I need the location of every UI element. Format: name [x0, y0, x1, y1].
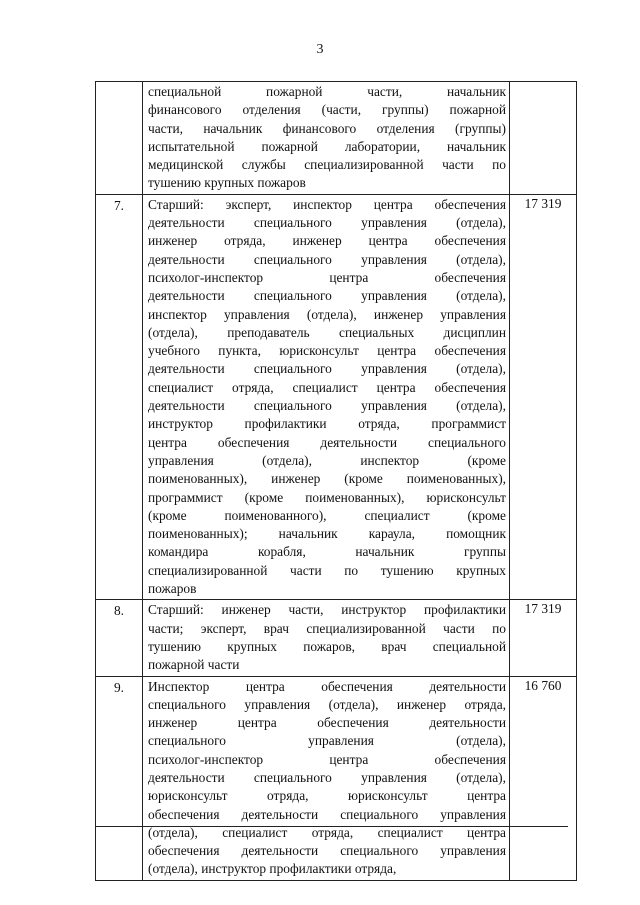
text-line: обеспечения деятельности специального управления: [148, 806, 506, 822]
text-line: (отдела), специалист отряда, специалист центра: [148, 824, 506, 840]
row-number: [96, 82, 143, 195]
text-line: деятельности специального управления (отдела),: [148, 251, 506, 267]
positions-table: [95, 81, 577, 881]
text-line: (отдела), инструктор профилактики отряда,: [148, 861, 397, 877]
salary-value: 17 319: [510, 194, 577, 600]
table-row: [96, 600, 577, 676]
position-description: [143, 676, 510, 880]
text-line: Инспектор центра обеспечения деятельности: [148, 678, 506, 694]
text-line: специального управления (отдела),: [148, 733, 506, 749]
text-line: поименованных), инженер (кроме поименованных),: [148, 471, 506, 487]
text-line: учебного пункта, юрисконсульт центра обеспечения: [148, 343, 506, 359]
text-line: инспектор управления (отдела), инженер управления: [148, 306, 506, 322]
text-line: деятельности специального управления (отдела),: [148, 288, 506, 304]
text-line: психолог-инспектор центра обеспечения: [148, 751, 506, 767]
text-line: обеспечения деятельности специального управления: [148, 843, 506, 859]
text-line: Старший: инженер части, инструктор профилактики: [148, 602, 506, 618]
text-line: специализированной части по тушению крупных: [148, 562, 506, 578]
text-line: (отдела), преподаватель специальных дисциплин: [148, 324, 506, 340]
position-description: [143, 194, 510, 600]
table-row: [96, 82, 577, 195]
text-line: юрисконсульт отряда, юрисконсульт центра: [148, 788, 506, 804]
text-line: испытательной пожарной лаборатории, начальник: [148, 138, 506, 154]
text-line: деятельности специального управления (отдела),: [148, 215, 506, 231]
position-description: [143, 600, 510, 676]
text-line: финансового отделения (части, группы) пожарной: [148, 102, 506, 118]
text-line: командира корабля, начальник группы: [148, 544, 506, 560]
text-line: пожаров: [148, 581, 197, 597]
text-line: специального управления (отдела), инженер отряда,: [148, 696, 506, 712]
text-line: (кроме поименованного), специалист (кроме: [148, 507, 506, 523]
position-description: [143, 82, 510, 195]
text-line: специальной пожарной части, начальник: [148, 84, 506, 99]
row-number: 9.: [96, 676, 143, 880]
text-line: деятельности специального управления (отдела),: [148, 361, 506, 377]
table-row: [96, 194, 577, 600]
text-line: инженер центра обеспечения деятельности: [148, 715, 506, 731]
text-line: Старший: эксперт, инспектор центра обеспечения: [148, 196, 506, 212]
text-line: программист (кроме поименованных), юрисконсульт: [148, 489, 506, 505]
row-number: 8.: [96, 600, 143, 676]
text-line: части; эксперт, врач специализированной части по: [148, 620, 506, 636]
text-line: поименованных); начальник караула, помощник: [148, 526, 506, 542]
salary-value: 17 319: [510, 600, 577, 676]
table-row: [96, 676, 577, 880]
row-number: 7.: [96, 194, 143, 600]
text-line: пожарной части: [148, 657, 240, 673]
text-line: деятельности специального управления (отдела),: [148, 398, 506, 414]
text-line: инструктор профилактики отряда, программист: [148, 416, 506, 432]
text-line: центра обеспечения деятельности специального: [148, 434, 506, 450]
text-line: инженер отряда, инженер центра обеспечения: [148, 233, 506, 249]
text-line: специалист отряда, специалист центра обеспечения: [148, 379, 506, 395]
salary-value: [510, 82, 577, 195]
text-line: психолог-инспектор центра обеспечения: [148, 269, 506, 285]
text-line: медицинской службы специализированной части по: [148, 157, 506, 173]
text-line: деятельности специального управления (отдела),: [148, 769, 506, 785]
page-number: 3: [316, 42, 324, 57]
text-line: тушению крупных пожаров, врач специальной: [148, 638, 506, 654]
text-line: управления (отдела), инспектор (кроме: [148, 452, 506, 468]
table-bottom-border: [95, 826, 568, 827]
salary-value: 16 760: [510, 676, 577, 880]
text-line: части, начальник финансового отделения (группы): [148, 120, 506, 136]
text-line: тушению крупных пожаров: [148, 175, 306, 191]
